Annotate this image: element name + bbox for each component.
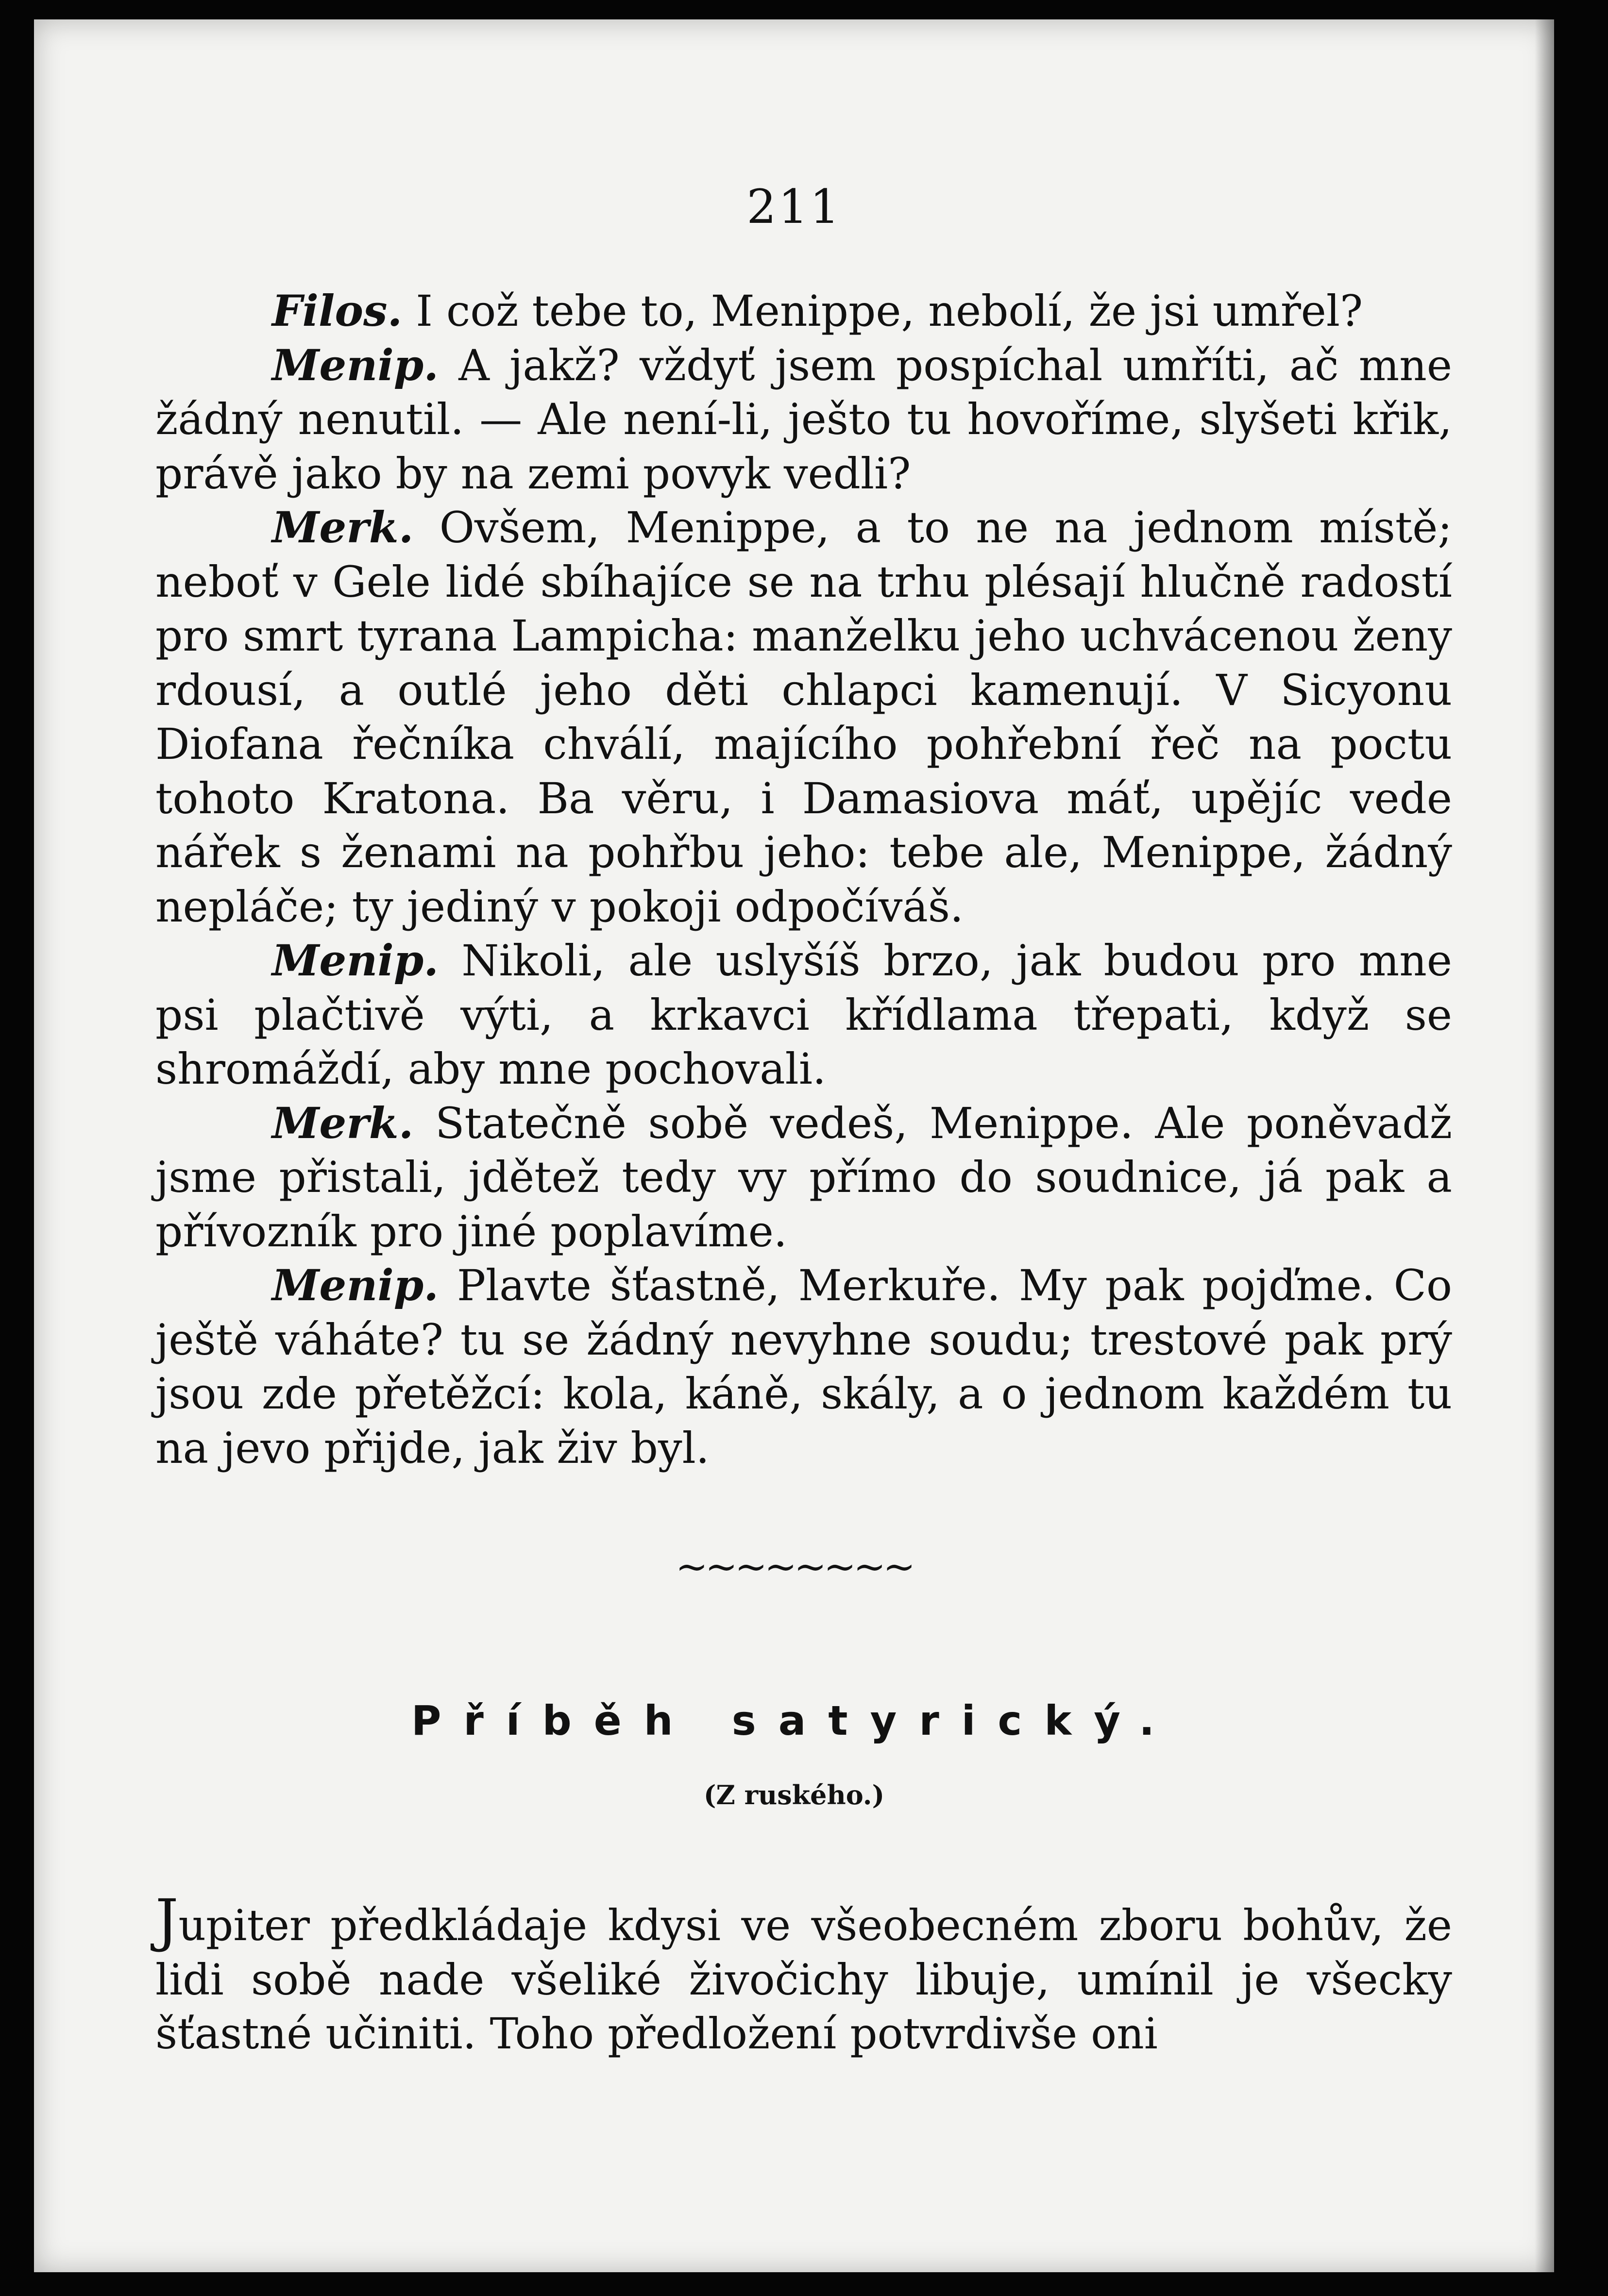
page-number: 211: [746, 180, 842, 234]
speaker-label: Merk.: [272, 1097, 414, 1148]
speaker-label: Menip.: [272, 935, 439, 986]
dialogue-text: I což tebe to, Menippe, nebolí, že jsi umřel?: [416, 286, 1363, 336]
speaker-label: Filos.: [272, 285, 403, 336]
dialogue-paragraph: [155, 501, 1452, 934]
dialogue-block: [155, 284, 1452, 1475]
page-spine-shadow: [1535, 19, 1554, 2272]
story-text: upiter předkládaje kdysi ve všeobecném zboru bohův, že lidi sobě nade všeliké živočichy libuje, umínil je všecky šťastné učiniti. Toho předložení potvrdivše oni: [155, 1900, 1452, 2059]
dialogue-paragraph: [155, 284, 1452, 338]
dialogue-paragraph: [155, 934, 1452, 1096]
dialogue-paragraph: [155, 1258, 1452, 1475]
dialogue-text: A jakž? vždyť jsem pospíchal umříti, ač mne žádný nenutil. — Ale není-li, ješto tu hovoříme, slyšeti křik, právě jako by na zemi povyk vedli?: [155, 340, 1452, 499]
speaker-label: Merk.: [272, 502, 414, 553]
dialogue-text: Nikoli, ale uslyšíš brzo, jak budou pro mne psi plačtivě výti, a krkavci křídlama třepati, když se shromáždí, aby mne pochovali.: [155, 936, 1452, 1094]
section-title: Příběh satyrický.: [411, 1697, 1177, 1744]
dialogue-paragraph: [155, 338, 1452, 501]
speaker-label: Menip.: [272, 339, 439, 390]
section-divider-ornament: ~~~~~~~~: [675, 1544, 913, 1589]
speaker-label: Menip.: [272, 1260, 439, 1310]
story-block: [155, 1887, 1452, 2061]
drop-cap: J: [155, 1887, 179, 1954]
section-subtitle: (Z ruského.): [703, 1779, 885, 1810]
dialogue-text: Statečně sobě vedeš, Menippe. Ale poněvadž jsme přistali, jdětež tedy vy přímo do soudnice, já pak a přívozník pro jiné poplavíme.: [155, 1098, 1452, 1257]
story-paragraph: [155, 1887, 1452, 2061]
dialogue-paragraph: [155, 1096, 1452, 1259]
dialogue-text: Plavte šťastně, Merkuře. My pak pojďme. Co ještě váháte? tu se žádný nevyhne soudu; trestové pak prý jsou zde přetěžcí: kola, káně, skály, a o jednom každém tu na jevo přijde, jak živ byl.: [155, 1260, 1452, 1473]
dialogue-text: Ovšem, Menippe, a to ne na jednom místě; neboť v Gele lidé sbíhajíce se na trhu plésají hlučně radostí pro smrt tyrana Lampicha: manželku jeho uchvácenou ženy rdousí, a outlé jeho děti chlapci kamenují. V Sicyonu Diofana řečníka chválí, majícího pohřební řeč na poctu tohoto Kratona. Ba věru, i Damasiova máť, upějíc vede nářek s ženami na pohřbu jeho: tebe ale, Menippe, žádný nepláče; ty jediný v pokoji odpočíváš.: [155, 503, 1452, 932]
book-page: [34, 19, 1554, 2272]
